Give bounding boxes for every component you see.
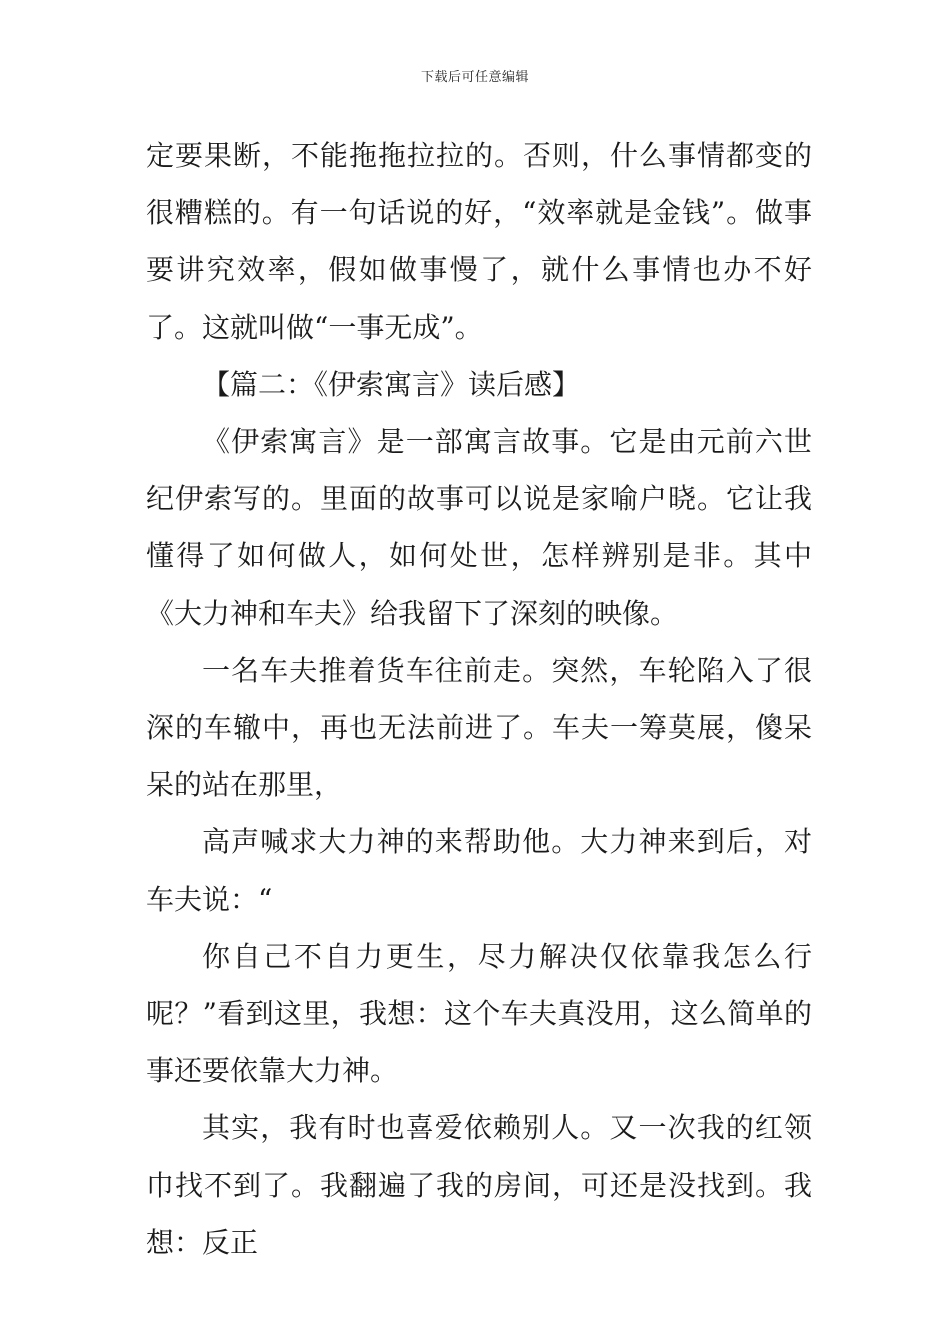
paragraph: 其实，我有时也喜爱依赖别人。又一次我的红领巾找不到了。我翻遍了我的房间，可还是没找到。我想：反正 [146, 1111, 812, 1259]
paragraph: 高声喊求大力神的来帮助他。大力神来到后，对车夫说：“ [146, 825, 812, 916]
paragraph: 定要果断，不能拖拖拉拉的。否则，什么事情都变的很糟糕的。有一句话说的好，“效率就是金钱”。做事要讲究效率，假如做事慢了，就什么事情也办不好了。这就叫做“一事无成”。 [146, 139, 812, 344]
paragraph: 你自己不自力更生，尽力解决仅依靠我怎么行呢？”看到这里，我想：这个车夫真没用，这么简单的事还要依靠大力神。 [146, 939, 812, 1088]
section-heading: 【篇二：《伊索寓言》读后感】 [202, 367, 581, 401]
page-header: 下载后可任意编辑 [420, 70, 529, 85]
document-body [146, 127, 812, 1271]
paragraph: 一名车夫推着货车往前走。突然，车轮陷入了很深的车辙中，再也无法前进了。车夫一筹莫展，傻呆呆的站在那里， [146, 653, 812, 802]
paragraph: 《伊索寓言》是一部寓言故事。它是由元前六世纪伊索写的。里面的故事可以说是家喻户晓。它让我懂得了如何做人，如何处世，怎样辨别是非。其中《大力神和车夫》给我留下了深刻的映像。 [146, 425, 812, 630]
